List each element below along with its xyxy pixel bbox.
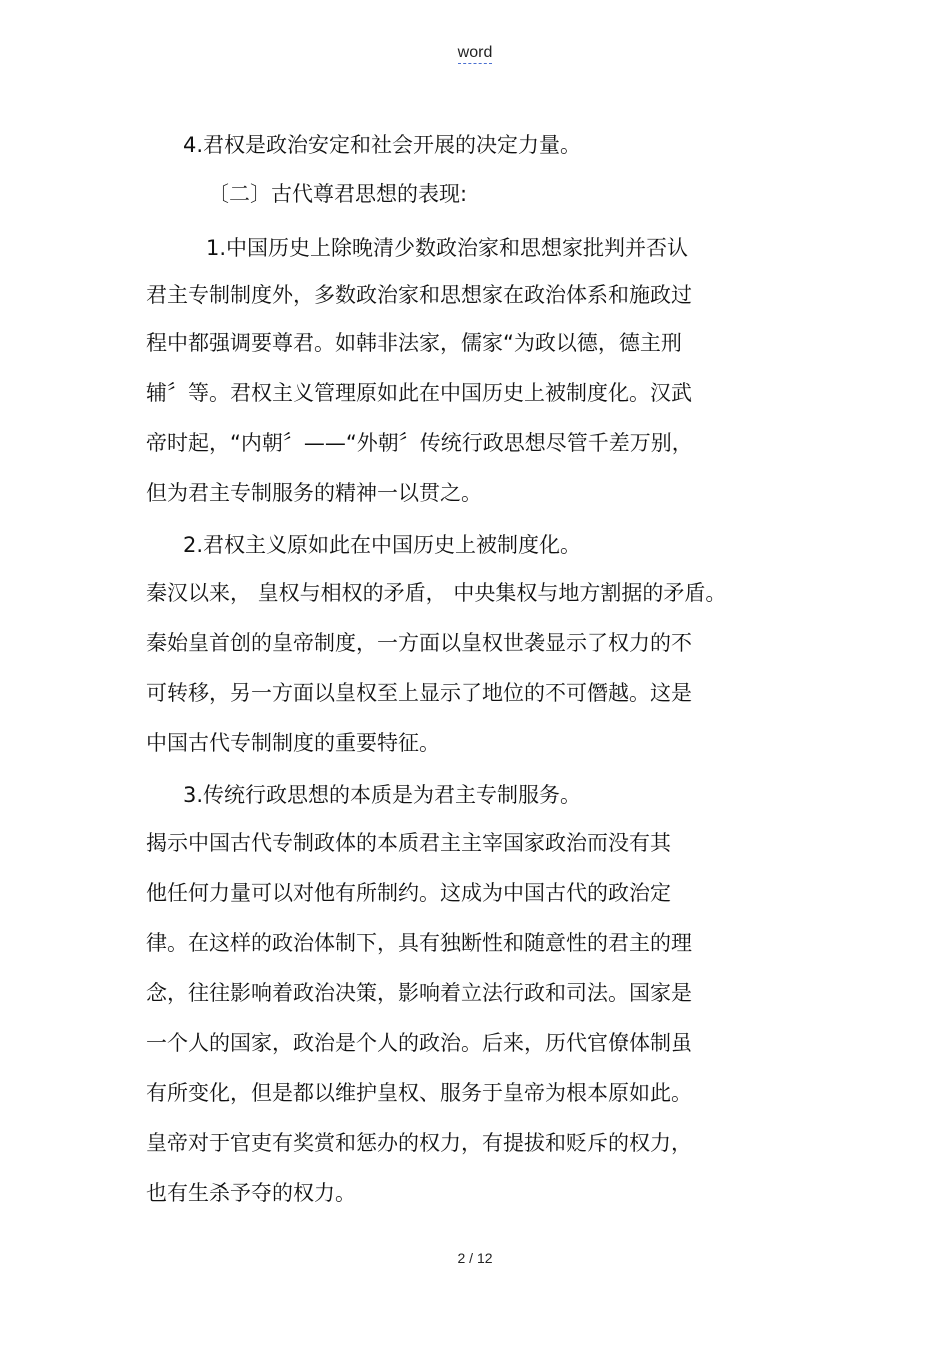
paragraph-line: 律。在这样的政治体制下，具有独断性和随意性的君主的理 (146, 931, 692, 955)
paragraph-line: 1.中国历史上除晚清少数政治家和思想家批判并否认 (206, 236, 689, 260)
section-heading: 〔二〕古代尊君思想的表现: (208, 182, 468, 206)
paragraph-line: 程中都强调要尊君。如韩非法家，儒家“为政以德，德主刑 (146, 331, 682, 355)
paragraph-line: 2.君权主义原如此在中国历史上被制度化。 (183, 533, 582, 557)
paragraph-line: 帝时起，“内朝〞——“外朝〞传统行政思想尽管千差万别， (146, 431, 693, 455)
page-number: 2 / 12 (457, 1250, 493, 1266)
page-header (0, 44, 950, 62)
paragraph-line: 但为君主专制服务的精神一以贯之。 (146, 481, 482, 505)
paragraph-line: 4.君权是政治安定和社会开展的决定力量。 (183, 133, 582, 157)
paragraph-line: 揭示中国古代专制政体的本质君主主宰国家政治而没有其 (146, 831, 671, 855)
paragraph-line: 中国古代专制制度的重要特征。 (146, 731, 440, 755)
paragraph-line: 君主专制制度外，多数政治家和思想家在政治体系和施政过 (146, 283, 692, 307)
paragraph-line: 可转移，另一方面以皇权至上显示了地位的不可僭越。这是 (146, 681, 692, 705)
paragraph-line: 秦汉以来， 皇权与相权的矛盾， 中央集权与地方割据的矛盾。 (146, 581, 727, 605)
paragraph-line: 也有生杀予夺的权力。 (146, 1181, 356, 1205)
paragraph-line: 他任何力量可以对他有所制约。这成为中国古代的政治定 (146, 881, 671, 905)
paragraph-line: 辅〞等。君权主义管理原如此在中国历史上被制度化。汉武 (146, 381, 692, 405)
header-word-label: word (458, 44, 493, 64)
paragraph-line: 皇帝对于官吏有奖赏和惩办的权力，有提拔和贬斥的权力， (146, 1131, 692, 1155)
paragraph-line: 一个人的国家，政治是个人的政治。后来，历代官僚体制虽 (146, 1031, 692, 1055)
paragraph-line: 3.传统行政思想的本质是为君主专制服务。 (183, 783, 582, 807)
paragraph-line: 念，往往影响着政治决策，影响着立法行政和司法。国家是 (146, 981, 692, 1005)
paragraph-line: 秦始皇首创的皇帝制度，一方面以皇权世袭显示了权力的不 (146, 631, 692, 655)
paragraph-line: 有所变化，但是都以维护皇权、服务于皇帝为根本原如此。 (146, 1081, 692, 1105)
